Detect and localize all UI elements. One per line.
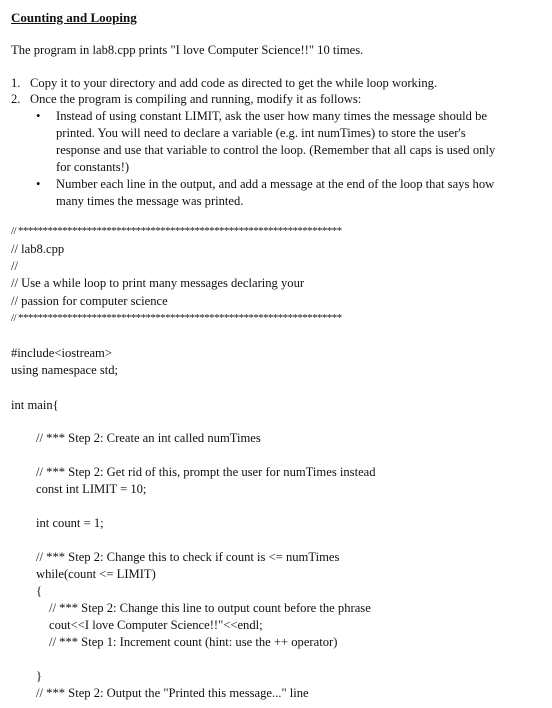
code-comment-desc-2: // passion for computer science (11, 294, 168, 308)
code-while: while(count <= LIMIT) (36, 567, 156, 581)
bullet-2-line-1: • Number each line in the output, and add a message at the end of the loop that says how (36, 177, 495, 191)
code-step-output: // *** Step 2: Change this line to output count before the phrase (49, 601, 371, 615)
code-step-increment: // *** Step 1: Increment count (hint: use the ++ operator) (49, 635, 338, 649)
bullet-icon: • (36, 177, 41, 191)
bullet-2-line-2: many times the message was printed. (56, 194, 244, 208)
code-include: #include<iostream> (11, 346, 112, 360)
code-stars-bottom: // ****************************************************************** (11, 312, 342, 324)
code-step-printed: // *** Step 2: Output the "Printed this message..." line (36, 686, 309, 700)
bullet-1-line-2: printed. You will need to declare a variable (e.g. int numTimes) to store the user's (56, 126, 466, 140)
step-2 (11, 91, 361, 107)
step-number: 2. (11, 92, 21, 106)
step-text: Once the program is compiling and running, modify it as follows: (30, 92, 362, 106)
bullet-1-line-3: response and use that variable to control the loop. (Remember that all caps is used only (56, 143, 496, 157)
code-using: using namespace std; (11, 363, 119, 377)
title: Counting and Looping (11, 10, 137, 25)
bullet-icon: • (36, 109, 41, 123)
code-step-rid: // *** Step 2: Get rid of this, prompt the user for numTimes instead (36, 465, 376, 479)
code-comment-blank: // (11, 259, 18, 273)
code-cout: cout<<I love Computer Science!!"<<endl; (49, 618, 263, 632)
bullet-1-line-1: • Instead of using constant LIMIT, ask the user how many times the message should be (36, 109, 488, 123)
code-main: int main{ (11, 398, 59, 412)
code-comment-filename: // lab8.cpp (11, 242, 65, 256)
code-step-change-check: // *** Step 2: Change this to check if count is <= numTimes (36, 550, 340, 564)
code-count-decl: int count = 1; (36, 516, 104, 530)
step-number: 1. (11, 76, 21, 90)
code-close-brace: } (36, 669, 43, 683)
bullet-1-line-4: for constants!) (56, 160, 130, 174)
step-1 (11, 75, 437, 91)
code-step-numtimes: // *** Step 2: Create an int called numTimes (36, 431, 261, 445)
intro-text: The program in lab8.cpp prints "I love Computer Science!!" 10 times. (11, 43, 364, 57)
code-stars-top: // ****************************************************************** (11, 225, 342, 237)
code-const-limit: const int LIMIT = 10; (36, 482, 147, 496)
code-open-brace: { (36, 584, 43, 598)
step-text: Copy it to your directory and add code as directed to get the while loop working. (30, 76, 438, 90)
code-comment-desc-1: // Use a while loop to print many messages declaring your (11, 276, 305, 290)
